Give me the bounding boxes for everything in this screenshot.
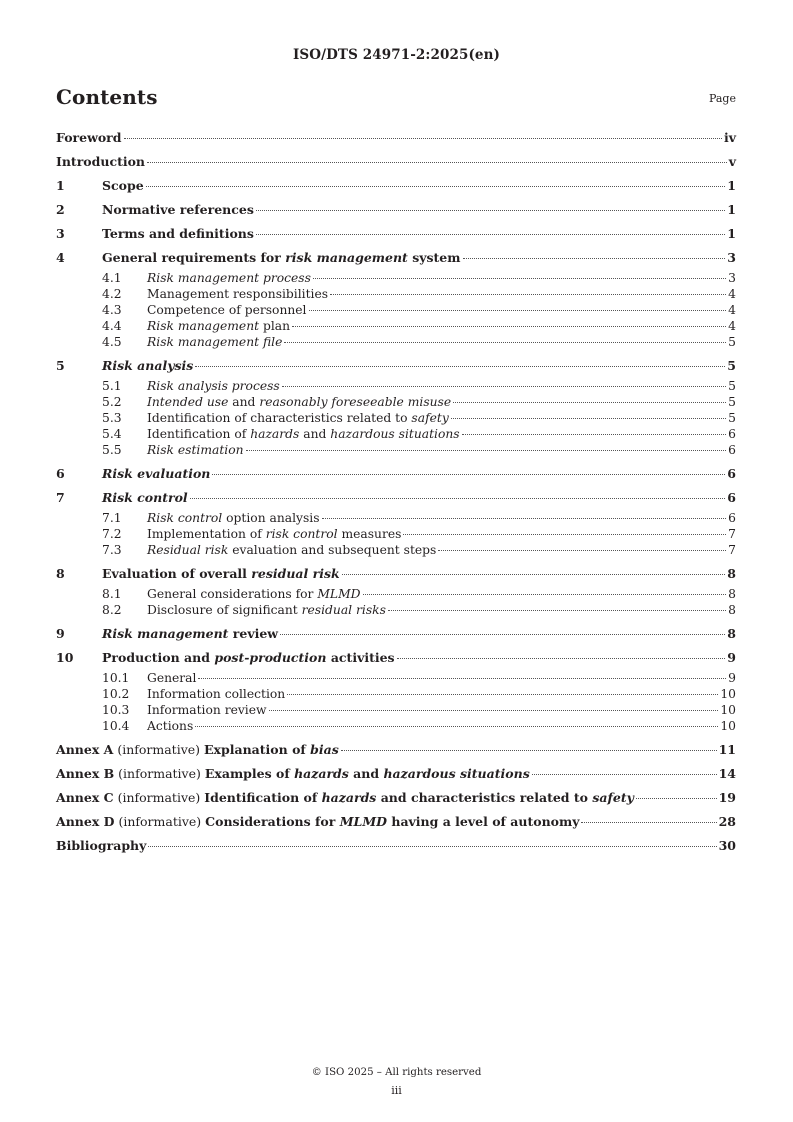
table-of-contents bbox=[56, 126, 736, 858]
toc-title-part: Annex A bbox=[56, 742, 114, 757]
toc-title-part: Intended use bbox=[147, 395, 229, 409]
toc-title-part: Information review bbox=[147, 703, 267, 717]
toc-title-part: Foreword bbox=[56, 130, 122, 145]
toc-page-number: 14 bbox=[718, 766, 736, 781]
toc-page-number: 8 bbox=[728, 587, 736, 601]
dot-leader bbox=[363, 594, 727, 595]
toc-title-part: Terms and definitions bbox=[102, 226, 254, 241]
toc-number: 8.2 bbox=[102, 603, 122, 617]
dot-leader bbox=[124, 138, 722, 139]
toc-subentry[interactable] bbox=[56, 334, 736, 350]
dot-leader bbox=[532, 774, 717, 775]
toc-number: 5.3 bbox=[102, 411, 122, 425]
toc-title-part: Risk control bbox=[147, 511, 223, 525]
toc-page-number: 30 bbox=[718, 838, 736, 853]
toc-title-part: and bbox=[299, 427, 331, 441]
toc-title-part: General bbox=[147, 671, 197, 685]
dot-leader bbox=[581, 822, 716, 823]
toc-page-number: 1 bbox=[727, 202, 736, 217]
toc-title-part: plan bbox=[259, 319, 291, 333]
toc-number: 10 bbox=[56, 650, 74, 665]
toc-title-part: Examples of bbox=[204, 766, 295, 781]
toc-title-part: Risk analysis process bbox=[147, 379, 280, 393]
toc-number: 10.4 bbox=[102, 719, 130, 733]
toc-entry[interactable] bbox=[56, 150, 736, 174]
toc-page-number: 1 bbox=[727, 226, 736, 241]
toc-title-part: Annex D bbox=[56, 814, 115, 829]
toc-subentry[interactable] bbox=[56, 702, 736, 718]
dot-leader bbox=[195, 726, 718, 727]
toc-number: 5.5 bbox=[102, 443, 122, 457]
toc-title-part: safety bbox=[592, 790, 634, 805]
dot-leader bbox=[198, 678, 726, 679]
toc-title-part: Considerations for bbox=[205, 814, 340, 829]
toc-page-number: 6 bbox=[728, 511, 736, 525]
toc-entry[interactable] bbox=[56, 198, 736, 222]
toc-title bbox=[147, 526, 401, 542]
toc-page-number: 8 bbox=[727, 626, 736, 641]
toc-title bbox=[147, 270, 311, 286]
contents-heading: Contents bbox=[56, 85, 158, 109]
toc-title bbox=[147, 602, 386, 618]
toc-title-part: bias bbox=[310, 742, 339, 757]
toc-subentry[interactable] bbox=[56, 302, 736, 318]
toc-entry[interactable] bbox=[56, 738, 736, 762]
toc-number: 4.4 bbox=[102, 319, 122, 333]
dot-leader bbox=[147, 162, 727, 163]
toc-page-number: 3 bbox=[728, 271, 736, 285]
toc-title-part: (informative) bbox=[113, 742, 205, 757]
toc-title bbox=[147, 542, 436, 558]
toc-title-part: system bbox=[407, 250, 461, 265]
toc-page-number: 19 bbox=[718, 790, 736, 805]
toc-entry[interactable] bbox=[56, 810, 736, 834]
toc-entry[interactable] bbox=[56, 462, 736, 486]
toc-number: 10.2 bbox=[102, 687, 130, 701]
toc-page-number: 4 bbox=[728, 319, 736, 333]
document-identifier: ISO/DTS 24971-2:2025(en) bbox=[292, 47, 501, 63]
toc-title bbox=[102, 562, 340, 586]
toc-page-number: 5 bbox=[728, 411, 736, 425]
toc-title-part: Evaluation of overall bbox=[102, 566, 252, 581]
dot-leader bbox=[287, 694, 718, 695]
toc-title-part: Residual risk bbox=[147, 543, 229, 557]
toc-title bbox=[147, 686, 285, 702]
toc-title-part: residual risks bbox=[301, 603, 386, 617]
toc-title-part: Production and bbox=[102, 650, 215, 665]
toc-title bbox=[147, 318, 290, 334]
toc-page-number: v bbox=[728, 154, 736, 169]
toc-subentry[interactable] bbox=[56, 686, 736, 702]
toc-title bbox=[147, 286, 328, 302]
toc-number: 7 bbox=[56, 490, 65, 505]
dot-leader bbox=[309, 310, 727, 311]
toc-title bbox=[102, 462, 210, 486]
dot-leader bbox=[451, 418, 726, 419]
toc-title-part: MLMD bbox=[317, 587, 361, 601]
dot-leader bbox=[313, 278, 726, 279]
toc-title-part: General requirements for bbox=[102, 250, 286, 265]
toc-title-part: and characteristics related to bbox=[376, 790, 593, 805]
toc-title-part: residual risk bbox=[251, 566, 340, 581]
toc-title-part: measures bbox=[337, 527, 402, 541]
toc-title bbox=[56, 786, 634, 810]
toc-number: 7.2 bbox=[102, 527, 122, 541]
page-number: iii bbox=[391, 1084, 402, 1097]
toc-subentry[interactable] bbox=[56, 410, 736, 426]
toc-number: 4.3 bbox=[102, 303, 122, 317]
toc-title-part: Information collection bbox=[147, 687, 286, 701]
toc-title-part: having a level of autonomy bbox=[387, 814, 580, 829]
toc-number: 6 bbox=[56, 466, 65, 481]
toc-number: 1 bbox=[56, 178, 65, 193]
toc-title bbox=[102, 174, 144, 198]
toc-title-part: hazardous situations bbox=[383, 766, 530, 781]
toc-subentry[interactable] bbox=[56, 526, 736, 542]
toc-number: 4.5 bbox=[102, 335, 122, 349]
toc-title-part: review bbox=[228, 626, 279, 641]
dot-leader bbox=[284, 342, 726, 343]
toc-title-part: evaluation and subsequent steps bbox=[228, 543, 437, 557]
toc-title-part: risk management bbox=[285, 250, 408, 265]
toc-title bbox=[147, 334, 282, 350]
dot-leader bbox=[463, 258, 726, 259]
toc-title-part: Risk estimation bbox=[147, 443, 244, 457]
toc-number: 2 bbox=[56, 202, 65, 217]
toc-title bbox=[147, 378, 280, 394]
toc-page-number: 1 bbox=[727, 178, 736, 193]
toc-entry[interactable] bbox=[56, 622, 736, 646]
toc-subentry[interactable] bbox=[56, 442, 736, 458]
toc-subentry[interactable] bbox=[56, 318, 736, 334]
toc-number: 5 bbox=[56, 358, 65, 373]
toc-number: 8.1 bbox=[102, 587, 122, 601]
toc-title bbox=[147, 394, 451, 410]
toc-number: 4.1 bbox=[102, 271, 122, 285]
dot-leader bbox=[282, 386, 726, 387]
dot-leader bbox=[190, 498, 726, 499]
toc-subentry[interactable] bbox=[56, 586, 736, 602]
toc-subentry[interactable] bbox=[56, 394, 736, 410]
toc-title-part: Identification of bbox=[204, 790, 322, 805]
toc-page-number: 5 bbox=[727, 358, 736, 373]
toc-number: 7.1 bbox=[102, 511, 122, 525]
toc-page-number: 6 bbox=[728, 443, 736, 457]
toc-title-part: reasonably foreseeable misuse bbox=[259, 395, 452, 409]
toc-title-part: General considerations for bbox=[147, 587, 318, 601]
toc-title bbox=[147, 718, 193, 734]
toc-page-number: 6 bbox=[727, 490, 736, 505]
toc-entry[interactable] bbox=[56, 786, 736, 810]
toc-page-number: 5 bbox=[728, 335, 736, 349]
toc-entry[interactable] bbox=[56, 246, 736, 270]
toc-page-number: 5 bbox=[728, 379, 736, 393]
toc-title-part: risk control bbox=[265, 527, 338, 541]
toc-page-number: 28 bbox=[718, 814, 736, 829]
toc-title-part: hazardous situations bbox=[330, 427, 460, 441]
dot-leader bbox=[256, 210, 725, 211]
page-column-label: Page bbox=[708, 92, 736, 105]
toc-subentry[interactable] bbox=[56, 270, 736, 286]
toc-title-part: Risk analysis bbox=[102, 358, 194, 373]
toc-title bbox=[56, 126, 122, 150]
toc-number: 8 bbox=[56, 566, 65, 581]
toc-title-part: Management responsibilities bbox=[147, 287, 329, 301]
toc-title bbox=[147, 426, 460, 442]
toc-page-number: 7 bbox=[728, 527, 736, 541]
toc-title-part: Implementation of bbox=[147, 527, 266, 541]
dot-leader bbox=[397, 658, 726, 659]
toc-title-part: Risk management process bbox=[147, 271, 311, 285]
toc-title-part: Normative references bbox=[102, 202, 254, 217]
dot-leader bbox=[292, 326, 726, 327]
toc-title-part: post-production bbox=[214, 650, 327, 665]
toc-title bbox=[147, 670, 196, 686]
toc-title bbox=[102, 622, 278, 646]
toc-title bbox=[147, 302, 307, 318]
toc-page-number: 8 bbox=[728, 603, 736, 617]
toc-title bbox=[102, 246, 461, 270]
toc-entry[interactable] bbox=[56, 562, 736, 586]
toc-title bbox=[56, 762, 530, 786]
dot-leader bbox=[322, 518, 727, 519]
toc-page-number: 4 bbox=[728, 303, 736, 317]
dot-leader bbox=[246, 450, 727, 451]
toc-title-part: Risk evaluation bbox=[102, 466, 211, 481]
dot-leader bbox=[388, 610, 726, 611]
toc-page-number: 5 bbox=[728, 395, 736, 409]
toc-title bbox=[147, 442, 244, 458]
toc-title bbox=[56, 738, 339, 762]
toc-title-part: and bbox=[348, 766, 384, 781]
toc-title bbox=[102, 354, 193, 378]
toc-page-number: 10 bbox=[720, 719, 736, 733]
toc-number: 5.4 bbox=[102, 427, 122, 441]
toc-number: 5.2 bbox=[102, 395, 122, 409]
toc-page-number: 10 bbox=[720, 687, 736, 701]
dot-leader bbox=[341, 750, 717, 751]
dot-leader bbox=[636, 798, 717, 799]
toc-page-number: 4 bbox=[728, 287, 736, 301]
toc-title-part: Risk management bbox=[102, 626, 229, 641]
toc-title-part: Explanation of bbox=[204, 742, 311, 757]
dot-leader bbox=[212, 474, 725, 475]
toc-page-number: 6 bbox=[728, 427, 736, 441]
toc-page-number: 10 bbox=[720, 703, 736, 717]
toc-title-part: Competence of personnel bbox=[147, 303, 307, 317]
toc-title-part: and bbox=[228, 395, 260, 409]
toc-title-part: Identification of bbox=[147, 427, 251, 441]
toc-title bbox=[102, 646, 395, 670]
toc-subentry[interactable] bbox=[56, 718, 736, 734]
dot-leader bbox=[330, 294, 726, 295]
toc-title-part: safety bbox=[411, 411, 449, 425]
toc-title-part: Risk control bbox=[102, 490, 188, 505]
toc-title-part: Risk management bbox=[147, 319, 260, 333]
toc-title bbox=[56, 150, 145, 174]
toc-title bbox=[56, 810, 579, 834]
dot-leader bbox=[462, 434, 727, 435]
dot-leader bbox=[438, 550, 726, 551]
toc-entry[interactable] bbox=[56, 174, 736, 198]
toc-title-part: activities bbox=[326, 650, 395, 665]
toc-title bbox=[147, 586, 361, 602]
toc-title-part: Introduction bbox=[56, 154, 146, 169]
toc-subentry[interactable] bbox=[56, 510, 736, 526]
toc-entry[interactable] bbox=[56, 354, 736, 378]
toc-title bbox=[102, 198, 254, 222]
toc-entry[interactable] bbox=[56, 834, 736, 858]
toc-title-part: (informative) bbox=[113, 790, 205, 805]
toc-page-number: 9 bbox=[727, 650, 736, 665]
toc-entry[interactable] bbox=[56, 646, 736, 670]
copyright-notice: © ISO 2025 – All rights reserved bbox=[311, 1067, 482, 1078]
dot-leader bbox=[280, 634, 725, 635]
toc-subentry[interactable] bbox=[56, 670, 736, 686]
toc-title-part: Scope bbox=[102, 178, 144, 193]
toc-number: 9 bbox=[56, 626, 65, 641]
dot-leader bbox=[403, 534, 726, 535]
toc-title bbox=[147, 702, 267, 718]
toc-page-number: 7 bbox=[728, 543, 736, 557]
toc-number: 4 bbox=[56, 250, 65, 265]
toc-page-number: 3 bbox=[727, 250, 736, 265]
toc-title-part: Annex C bbox=[56, 790, 114, 805]
dot-leader bbox=[269, 710, 719, 711]
toc-number: 5.1 bbox=[102, 379, 122, 393]
toc-number: 10.3 bbox=[102, 703, 130, 717]
toc-number: 3 bbox=[56, 226, 65, 241]
dot-leader bbox=[453, 402, 726, 403]
toc-title-part: Disclosure of significant bbox=[147, 603, 302, 617]
toc-title bbox=[147, 510, 320, 526]
toc-title-part: hazards bbox=[294, 766, 349, 781]
dot-leader bbox=[195, 366, 725, 367]
dot-leader bbox=[146, 186, 726, 187]
toc-number: 4.2 bbox=[102, 287, 122, 301]
toc-title-part: Bibliography bbox=[56, 838, 147, 853]
toc-subentry[interactable] bbox=[56, 542, 736, 558]
toc-entry[interactable] bbox=[56, 222, 736, 246]
toc-title-part: hazards bbox=[321, 790, 377, 805]
toc-title-part: Actions bbox=[147, 719, 194, 733]
toc-page-number: iv bbox=[723, 130, 736, 145]
toc-subentry[interactable] bbox=[56, 602, 736, 618]
toc-subentry[interactable] bbox=[56, 378, 736, 394]
toc-entry[interactable] bbox=[56, 126, 736, 150]
toc-page-number: 9 bbox=[728, 671, 736, 685]
dot-leader bbox=[256, 234, 725, 235]
toc-title bbox=[147, 410, 449, 426]
dot-leader bbox=[148, 846, 716, 847]
toc-page-number: 6 bbox=[727, 466, 736, 481]
toc-title bbox=[102, 486, 188, 510]
toc-title bbox=[56, 834, 146, 858]
toc-title-part: hazards bbox=[250, 427, 300, 441]
toc-title-part: Annex B bbox=[56, 766, 115, 781]
toc-title-part: (informative) bbox=[114, 814, 206, 829]
toc-entry[interactable] bbox=[56, 486, 736, 510]
toc-title-part: MLMD bbox=[339, 814, 387, 829]
toc-entry[interactable] bbox=[56, 762, 736, 786]
toc-subentry[interactable] bbox=[56, 426, 736, 442]
toc-subentry[interactable] bbox=[56, 286, 736, 302]
toc-title-part: Risk management file bbox=[147, 335, 283, 349]
dot-leader bbox=[342, 574, 726, 575]
toc-title bbox=[102, 222, 254, 246]
toc-page-number: 8 bbox=[727, 566, 736, 581]
toc-title-part: option analysis bbox=[222, 511, 320, 525]
toc-number: 10.1 bbox=[102, 671, 130, 685]
toc-number: 7.3 bbox=[102, 543, 122, 557]
toc-title-part: (informative) bbox=[114, 766, 205, 781]
toc-title-part: Identification of characteristics related to bbox=[147, 411, 412, 425]
toc-page-number: 11 bbox=[718, 742, 736, 757]
